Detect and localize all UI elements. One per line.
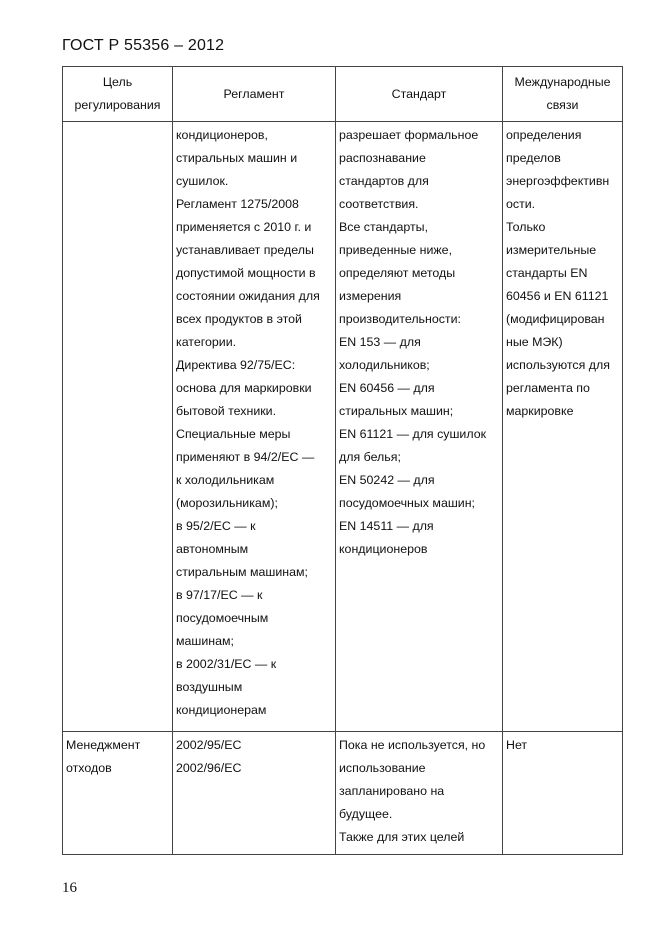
header-standard	[336, 67, 503, 122]
text-line: состоянии ожидания для	[176, 289, 320, 303]
text-line: распознавание	[339, 151, 426, 165]
table-row	[63, 732, 623, 855]
text-line: в 95/2/ЕС — к	[176, 519, 256, 533]
text-line: маркировке	[506, 404, 574, 418]
page-number: 16	[62, 880, 77, 896]
cell-standard	[336, 732, 503, 855]
text-line: кондиционеров	[339, 542, 428, 556]
text-line: Нет	[506, 738, 528, 752]
text-line: всех продуктов в этой	[176, 312, 302, 326]
regulation-table	[62, 66, 623, 855]
text-line: Регламент 1275/2008	[176, 197, 299, 211]
text-line: для белья;	[339, 450, 401, 464]
text-line: к холодильникам	[176, 473, 275, 487]
text-line: ости.	[506, 197, 536, 211]
text-line: стиральных машин и	[176, 151, 298, 165]
text-line: посудомоечных машин;	[339, 496, 475, 510]
text-line: кондиционеров,	[176, 128, 268, 142]
text-line: Пока не используется, но	[339, 738, 486, 752]
text-line: основа для маркировки	[176, 381, 312, 395]
text-line: устанавливает пределы	[176, 243, 314, 257]
text-line: EN 153 — для	[339, 335, 421, 349]
text-line: машинам;	[176, 634, 234, 648]
text-line: регламента по	[506, 381, 590, 395]
text-line: стандарты EN	[506, 266, 588, 280]
cell-goal	[63, 732, 173, 855]
text-line: запланировано на	[339, 784, 445, 798]
header-regulation	[173, 67, 336, 122]
cell-goal	[63, 122, 173, 732]
text-line: в 97/17/ЕС — к	[176, 588, 263, 602]
text-line: воздушным	[176, 680, 243, 694]
text-line: ные МЭК)	[506, 335, 563, 349]
cell-regulation	[173, 732, 336, 855]
text-line: применяется с 2010 г. и	[176, 220, 312, 234]
text-line: соответствия.	[339, 197, 419, 211]
document-header: ГОСТ Р 55356 – 2012	[62, 37, 225, 54]
text-line: 60456 и EN 61121	[506, 289, 609, 303]
text-line: применяют в 94/2/ЕС —	[176, 450, 315, 464]
text-line: (модифицирован	[506, 312, 605, 326]
text-line: кондиционерам	[176, 703, 267, 717]
cell-regulation	[173, 122, 336, 732]
text-line: EN 60456 — для	[339, 381, 435, 395]
text-line: отходов	[66, 761, 112, 775]
text-line: посудомоечным	[176, 611, 269, 625]
text-line: регулирования	[74, 98, 161, 112]
text-line: связи	[546, 98, 579, 112]
text-line: энергоэффективн	[506, 174, 610, 188]
table-header-row	[63, 67, 623, 122]
text-line: категории.	[176, 335, 237, 349]
text-line: производительности:	[339, 312, 461, 326]
text-line: (морозильникам);	[176, 496, 278, 510]
text-line: пределов	[506, 151, 561, 165]
text-line: стиральных машин;	[339, 404, 454, 418]
text-line: определения	[506, 128, 582, 142]
text-line: EN 50242 — для	[339, 473, 435, 487]
text-line: в 2002/31/ЕС — к	[176, 657, 277, 671]
text-line: Только	[506, 220, 546, 234]
text-line: Стандарт	[391, 86, 447, 101]
text-line: допустимой мощности в	[176, 266, 316, 280]
text-line: 2002/95/ЕС	[176, 738, 242, 752]
text-line: EN 61121 — для сушилок	[339, 427, 487, 441]
text-line: бытовой техники.	[176, 404, 277, 418]
text-line: EN 14511 — для	[339, 519, 434, 533]
text-line: используются для	[506, 358, 610, 372]
table-row	[63, 122, 623, 732]
text-line: стиральным машинам;	[176, 565, 308, 579]
text-line: сушилок.	[176, 174, 229, 188]
header-goal	[63, 67, 173, 122]
cell-international-links	[503, 732, 623, 855]
text-line: Менеджмент	[66, 738, 141, 752]
cell-standard	[336, 122, 503, 732]
text-line: приведенные ниже,	[339, 243, 453, 257]
text-line: холодильников;	[339, 358, 430, 372]
text-line: разрешает формальное	[339, 128, 479, 142]
text-line: стандартов для	[339, 174, 429, 188]
text-line: Также для этих целей	[339, 830, 465, 844]
cell-international-links	[503, 122, 623, 732]
text-line: Цель	[102, 75, 133, 89]
text-line: будущее.	[339, 807, 393, 821]
text-line: измерительные	[506, 243, 597, 257]
text-line: Регламент	[223, 86, 285, 101]
text-line: Международные	[514, 75, 611, 89]
text-line: Все стандарты,	[339, 220, 429, 234]
text-line: автономным	[176, 542, 249, 556]
text-line: измерения	[339, 289, 402, 303]
text-line: 2002/96/ЕС	[176, 761, 242, 775]
header-international-links	[503, 67, 623, 122]
text-line: определяют методы	[339, 266, 456, 280]
text-line: использование	[339, 761, 426, 775]
text-line: Специальные меры	[176, 427, 291, 441]
text-line: Директива 92/75/ЕС:	[176, 358, 296, 372]
